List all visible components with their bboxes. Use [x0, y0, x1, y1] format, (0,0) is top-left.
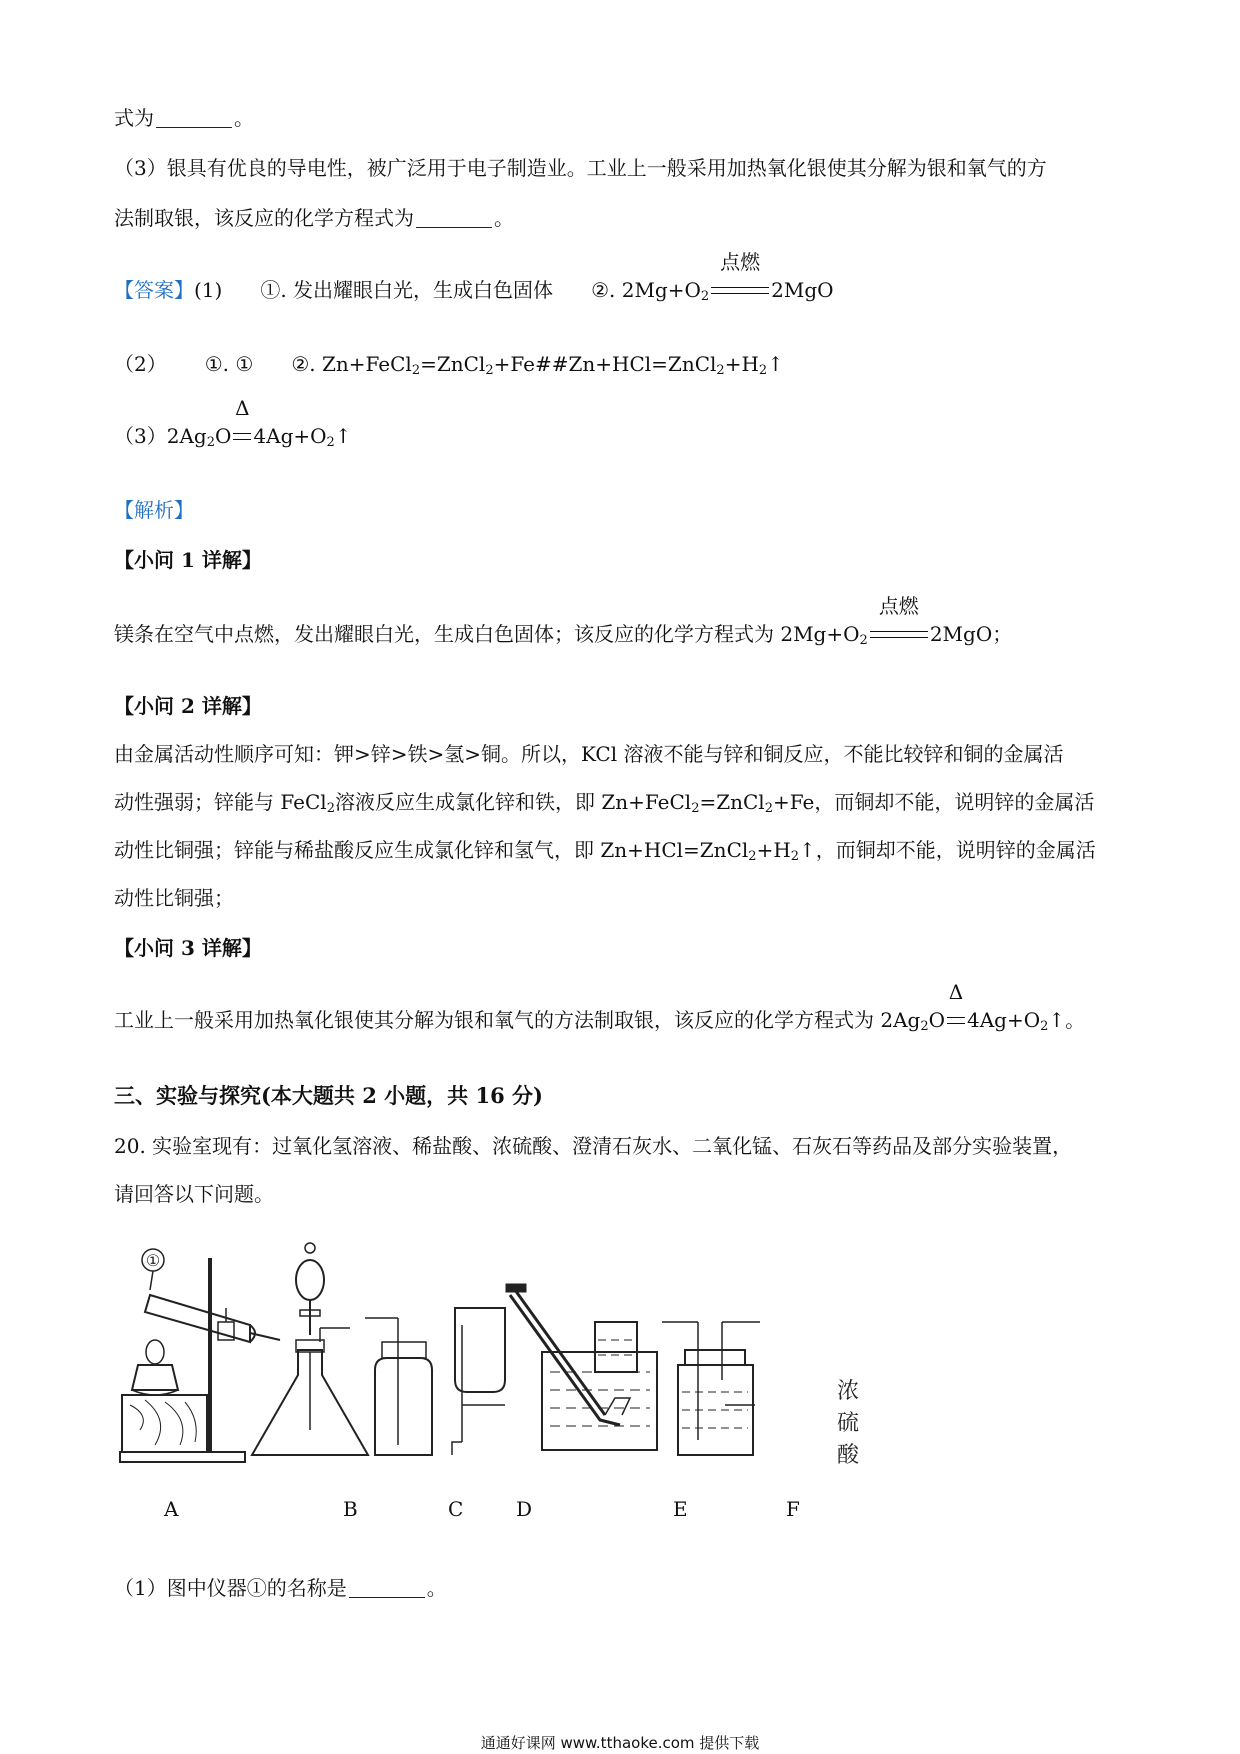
reaction-condition: 点燃 — [709, 276, 771, 304]
q1-text: 镁条在空气中点燃，发出耀眼白光，生成白色固体；该反应的化学方程式为 $2Mg+O_2$ 点燃 2MgO； — [114, 594, 1013, 648]
figure-label-b: B — [343, 1497, 358, 1521]
figure-label-d: D — [516, 1497, 533, 1521]
answer-tag: 【答案】 — [114, 278, 194, 302]
reaction-condition: Δ — [945, 1006, 967, 1034]
answer-part-1: 【答案】(1) ①. 发出耀眼白光，生成白色固体 ②. $2Mg+O_2$ 点燃 2MgO — [114, 250, 834, 304]
lab-apparatus-figure — [110, 1230, 880, 1490]
question-20-part-1: （1）图中仪器①的名称是 。 — [114, 1576, 447, 1600]
figure-label-c: C — [448, 1497, 464, 1521]
figure-label-a: A — [164, 1497, 179, 1521]
question-line-1: 式为 。 — [114, 106, 254, 130]
q2-line-3: 动性比铜强；锌能与稀盐酸反应生成氯化锌和氢气，即 $Zn+HCl=ZnCl_2+H_2↑$，而铜却不能，说明锌的金属活 — [114, 838, 1096, 864]
q3-heading: 【小问 3 详解】 — [114, 936, 262, 960]
q2-line-4: 动性比铜强； — [114, 886, 234, 910]
q2-line-2: 动性强弱；锌能与 FeCl$_2$溶液反应生成氯化锌和铁，即 Zn+FeCl$_2$=ZnCl$_2$+Fe，而铜却不能，说明锌的金属活 — [114, 790, 1095, 816]
q1-heading: 【小问 1 详解】 — [114, 548, 262, 572]
question-20-line-1: 20. 实验室现有：过氧化氢溶液、稀盐酸、浓硫酸、澄清石灰水、二氧化锰、石灰石等药品及部分实验装置， — [114, 1134, 1073, 1158]
q3-text: 工业上一般采用加热氧化银使其分解为银和氧气的方法制取银，该反应的化学方程式为 $2Ag_2O$ Δ $4Ag+O_2↑$。 — [114, 980, 1086, 1034]
answer-part-3: $(3)2Ag_2O$ Δ $4Ag+O_2↑$ — [114, 396, 352, 450]
reaction-condition: 点燃 — [868, 620, 930, 648]
question-line-2: （3）银具有优良的导电性，被广泛用于电子制造业。工业上一般采用加热氧化银使其分解为银和氧气的方 — [114, 156, 1047, 180]
reaction-condition: Δ — [231, 422, 253, 450]
analysis-tag: 【解析】 — [114, 498, 194, 522]
question-line-3: 法制取银，该反应的化学方程式为 。 — [114, 206, 514, 230]
answer-blank — [416, 207, 492, 228]
question-20-line-2: 请回答以下问题。 — [114, 1182, 274, 1206]
figure-label-f: F — [786, 1497, 800, 1521]
answer-blank — [349, 1577, 425, 1598]
q2-line-1: 由金属活动性顺序可知：钾>锌>铁>氢>铜。所以，KCl 溶液不能与锌和铜反应，不能比较锌和铜的金属活 — [114, 742, 1064, 766]
acid-label-1: 浓 — [836, 1379, 860, 1404]
figure-label-e: E — [673, 1497, 688, 1521]
section-title: 三、实验与探究(本大题共 2 小题，共 16 分) — [114, 1083, 543, 1108]
instrument-marker: ① — [145, 1251, 161, 1270]
acid-label-2: 硫 — [836, 1411, 860, 1436]
q2-heading: 【小问 2 详解】 — [114, 694, 262, 718]
answer-part-2: （2） ①. ① ②. $Zn+FeCl_2=ZnCl_2+Fe\#\#Zn+HCl=ZnCl_2+H_2↑$ — [114, 352, 784, 378]
answer-blank — [156, 107, 232, 128]
page-footer: 通通好课网 www.tthaoke.com 提供下载 — [480, 1734, 760, 1752]
acid-label-3: 酸 — [836, 1443, 860, 1468]
